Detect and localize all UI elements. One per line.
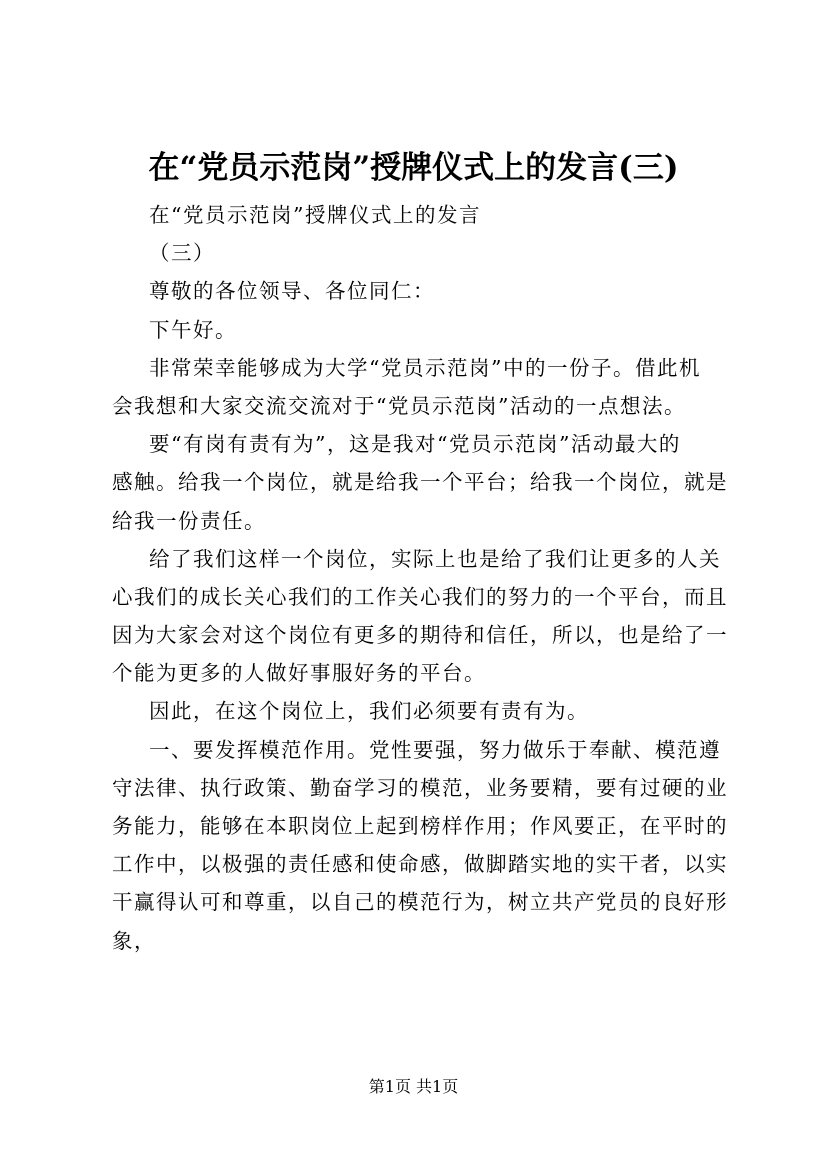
body-line: 感触。给我一个岗位，就是给我一个平台；给我一个岗位，就是 xyxy=(112,470,728,495)
body-line: 守法律、执行政策、勤奋学习的模范，业务要精，要有过硬的业 xyxy=(112,775,728,800)
document-title: 在“党员示范岗”授牌仪式上的发言(三) xyxy=(148,150,679,186)
body-line: 因此，在这个岗位上，我们必须要有责有为。 xyxy=(149,699,589,724)
body-line: （三） xyxy=(149,241,215,266)
body-line: 给了我们这样一个岗位，实际上也是给了我们让更多的人关 xyxy=(149,546,721,571)
body-line: 工作中，以极强的责任感和使命感，做脚踏实地的实干者，以实 xyxy=(112,852,728,877)
body-line: 非常荣幸能够成为大学“党员示范岗”中的一份子。借此机 xyxy=(149,355,701,380)
body-line: 因为大家会对这个岗位有更多的期待和信任，所以，也是给了一 xyxy=(112,623,728,648)
document-body xyxy=(112,196,728,960)
body-line: 在“党员示范岗”授牌仪式上的发言 xyxy=(149,203,481,227)
body-line: 会我想和大家交流交流对于“党员示范岗”活动的一点想法。 xyxy=(112,393,686,418)
body-line: 要“有岗有责有为”，这是我对“党员示范岗”活动最大的 xyxy=(149,432,681,457)
body-line: 心我们的成长关心我们的工作关心我们的努力的一个平台，而且 xyxy=(112,584,728,609)
body-line: 尊敬的各位领导、各位同仁： xyxy=(149,279,435,304)
body-line: 象， xyxy=(112,928,156,953)
page-footer: 第1页 共1页 xyxy=(368,1077,459,1096)
body-line: 给我一份责任。 xyxy=(112,508,266,533)
body-line: 一、要发挥模范作用。党性要强，努力做乐于奉献、模范遵 xyxy=(149,737,721,762)
body-line: 个能为更多的人做好事服好务的平台。 xyxy=(112,661,486,686)
body-line: 下午好。 xyxy=(149,317,237,342)
body-line: 务能力，能够在本职岗位上起到榜样作用；作风要正，在平时的 xyxy=(112,814,728,838)
body-line: 干赢得认可和尊重，以自己的模范行为，树立共产党员的良好形 xyxy=(112,890,728,915)
